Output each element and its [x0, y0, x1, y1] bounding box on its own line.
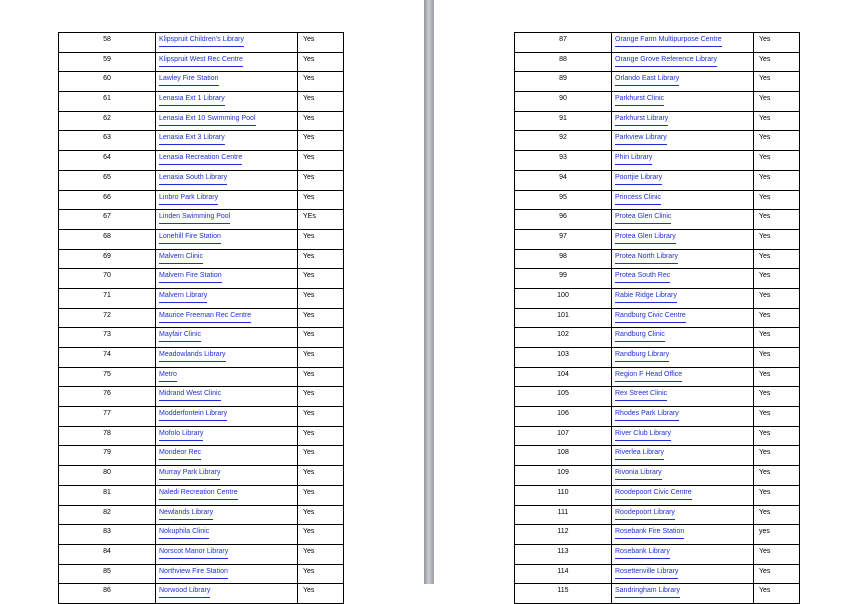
row-number: 96 — [515, 210, 612, 230]
facility-cell — [612, 564, 754, 584]
facility-cell — [612, 170, 754, 190]
status-value: Yes — [754, 111, 800, 131]
facility-cell — [612, 72, 754, 92]
facility-cell — [612, 387, 754, 407]
table-row — [515, 466, 800, 486]
facility-table-body — [59, 33, 344, 604]
status-value: Yes — [298, 446, 344, 466]
table-row — [515, 92, 800, 112]
facility-link[interactable]: Orange Farm Multipurpose Centre — [615, 35, 722, 47]
facility-cell — [156, 407, 298, 427]
row-number: 72 — [59, 308, 156, 328]
status-value: Yes — [298, 308, 344, 328]
facility-cell — [612, 584, 754, 604]
status-value: Yes — [754, 584, 800, 604]
table-row — [59, 328, 344, 348]
facility-cell — [612, 367, 754, 387]
table-row — [515, 407, 800, 427]
row-number: 101 — [515, 308, 612, 328]
row-number: 65 — [59, 170, 156, 190]
row-number: 91 — [515, 111, 612, 131]
row-number: 115 — [515, 584, 612, 604]
facility-link[interactable]: Lonehill Fire Station — [159, 232, 221, 244]
facility-link[interactable]: Protea Glen Library — [615, 232, 676, 244]
status-value: Yes — [754, 564, 800, 584]
facility-link[interactable]: Princess Clinic — [615, 193, 661, 205]
status-value: Yes — [754, 151, 800, 171]
status-value: Yes — [298, 92, 344, 112]
row-number: 109 — [515, 466, 612, 486]
row-number: 94 — [515, 170, 612, 190]
table-row — [59, 426, 344, 446]
status-value: Yes — [754, 131, 800, 151]
status-value: Yes — [298, 249, 344, 269]
facility-link[interactable]: Nokuphila Clinic — [159, 527, 209, 539]
facility-link[interactable]: Randburg Clinic — [615, 330, 665, 342]
status-value: Yes — [298, 151, 344, 171]
row-number: 68 — [59, 229, 156, 249]
facility-cell — [612, 288, 754, 308]
facility-link[interactable]: Linbro Park Library — [159, 193, 218, 205]
status-value: Yes — [298, 348, 344, 368]
facility-cell — [612, 111, 754, 131]
status-value: Yes — [298, 269, 344, 289]
facility-link[interactable]: Meadowlands Library — [159, 350, 226, 362]
facility-link[interactable]: Rabie Ridge Library — [615, 291, 677, 303]
row-number: 105 — [515, 387, 612, 407]
facility-cell — [612, 229, 754, 249]
row-number: 70 — [59, 269, 156, 289]
table-row — [59, 367, 344, 387]
facility-link[interactable]: Protea North Library — [615, 252, 678, 264]
status-value: Yes — [298, 328, 344, 348]
facility-link[interactable]: Murray Park Library — [159, 468, 220, 480]
row-number: 113 — [515, 544, 612, 564]
row-number: 99 — [515, 269, 612, 289]
table-row — [515, 210, 800, 230]
table-row — [59, 52, 344, 72]
facility-cell — [156, 33, 298, 53]
table-row — [59, 72, 344, 92]
facility-cell — [156, 367, 298, 387]
facility-cell — [156, 426, 298, 446]
table-row — [515, 525, 800, 545]
status-value: Yes — [754, 269, 800, 289]
status-value: yes — [754, 525, 800, 545]
row-number: 97 — [515, 229, 612, 249]
facility-link[interactable]: Modderfontein Library — [159, 409, 227, 421]
table-row — [515, 367, 800, 387]
row-number: 86 — [59, 584, 156, 604]
status-value: Yes — [298, 229, 344, 249]
facility-cell — [612, 466, 754, 486]
status-value: Yes — [298, 170, 344, 190]
row-number: 59 — [59, 52, 156, 72]
row-number: 90 — [515, 92, 612, 112]
facility-link[interactable]: Malvern Library — [159, 291, 207, 303]
table-row — [59, 151, 344, 171]
row-number: 111 — [515, 505, 612, 525]
row-number: 63 — [59, 131, 156, 151]
facility-table-right — [514, 32, 800, 604]
facility-cell — [612, 269, 754, 289]
facility-cell — [156, 269, 298, 289]
row-number: 66 — [59, 190, 156, 210]
facility-link[interactable]: River Club Library — [615, 429, 671, 441]
table-row — [515, 348, 800, 368]
status-value: Yes — [298, 544, 344, 564]
facility-link[interactable]: Orlando East Library — [615, 74, 679, 86]
table-row — [59, 229, 344, 249]
facility-cell — [156, 466, 298, 486]
table-row — [515, 485, 800, 505]
facility-cell — [156, 387, 298, 407]
status-value: Yes — [754, 544, 800, 564]
table-row — [515, 288, 800, 308]
facility-cell — [156, 111, 298, 131]
document-page-left — [0, 0, 424, 595]
row-number: 89 — [515, 72, 612, 92]
table-row — [515, 584, 800, 604]
table-row — [515, 52, 800, 72]
facility-link[interactable]: Lenasia Ext 3 Library — [159, 133, 225, 145]
status-value: Yes — [754, 485, 800, 505]
facility-link[interactable]: Naledi Recreation Centre — [159, 488, 238, 500]
facility-cell — [612, 92, 754, 112]
facility-cell — [156, 72, 298, 92]
row-number: 60 — [59, 72, 156, 92]
table-row — [59, 525, 344, 545]
facility-cell — [612, 52, 754, 72]
status-value: Yes — [754, 249, 800, 269]
facility-link[interactable]: Norwood Library — [159, 586, 210, 598]
facility-link[interactable]: Rosebank Library — [615, 547, 670, 559]
table-row — [515, 269, 800, 289]
facility-cell — [612, 485, 754, 505]
row-number: 88 — [515, 52, 612, 72]
row-number: 71 — [59, 288, 156, 308]
facility-cell — [156, 308, 298, 328]
facility-link[interactable]: Orange Grove Reference Library — [615, 55, 717, 67]
facility-link[interactable]: Metro — [159, 370, 177, 382]
status-value: Yes — [298, 190, 344, 210]
row-number: 82 — [59, 505, 156, 525]
table-row — [59, 466, 344, 486]
row-number: 104 — [515, 367, 612, 387]
row-number: 100 — [515, 288, 612, 308]
facility-link[interactable]: Protea Glen Clinic — [615, 212, 671, 224]
table-row — [59, 269, 344, 289]
row-number: 107 — [515, 426, 612, 446]
facility-link[interactable]: Linden Swimming Pool — [159, 212, 230, 224]
row-number: 112 — [515, 525, 612, 545]
facility-link[interactable]: Phiri Library — [615, 153, 652, 165]
table-row — [59, 288, 344, 308]
facility-link[interactable]: Rivonia Library — [615, 468, 662, 480]
facility-cell — [612, 407, 754, 427]
facility-cell — [156, 485, 298, 505]
facility-link[interactable]: Protea South Rec — [615, 271, 670, 283]
status-value: Yes — [754, 229, 800, 249]
facility-cell — [612, 525, 754, 545]
row-number: 73 — [59, 328, 156, 348]
table-row — [59, 249, 344, 269]
facility-link[interactable]: Parkhurst Library — [615, 114, 668, 126]
facility-cell — [156, 92, 298, 112]
row-number: 64 — [59, 151, 156, 171]
facility-link[interactable]: Malvern Fire Station — [159, 271, 222, 283]
facility-cell — [612, 308, 754, 328]
table-row — [59, 505, 344, 525]
facility-link[interactable]: Parkhurst Clinic — [615, 94, 664, 106]
facility-link[interactable]: Lenasia Ext 1 Library — [159, 94, 225, 106]
facility-link[interactable]: Roodepoort Civic Centre — [615, 488, 692, 500]
status-value: Yes — [754, 288, 800, 308]
facility-link[interactable]: Rosettenville Library — [615, 567, 678, 579]
table-row — [515, 505, 800, 525]
table-row — [59, 33, 344, 53]
facility-cell — [612, 544, 754, 564]
status-value: Yes — [754, 33, 800, 53]
facility-link[interactable]: Mayfair Clinic — [159, 330, 201, 342]
status-value: Yes — [754, 92, 800, 112]
facility-link[interactable]: Klipspruit Children's Library — [159, 35, 244, 47]
table-row — [59, 210, 344, 230]
status-value: Yes — [754, 308, 800, 328]
table-row — [515, 426, 800, 446]
row-number: 80 — [59, 466, 156, 486]
facility-link[interactable]: Poortjie Library — [615, 173, 662, 185]
table-row — [515, 190, 800, 210]
facility-cell — [156, 288, 298, 308]
table-row — [59, 584, 344, 604]
facility-cell — [156, 210, 298, 230]
status-value: Yes — [754, 52, 800, 72]
facility-cell — [612, 446, 754, 466]
facility-cell — [156, 525, 298, 545]
status-value: Yes — [298, 525, 344, 545]
status-value: Yes — [754, 466, 800, 486]
facility-link[interactable]: Maurice Freeman Rec Centre — [159, 311, 251, 323]
status-value: Yes — [298, 485, 344, 505]
facility-cell — [156, 229, 298, 249]
facility-cell — [156, 249, 298, 269]
table-row — [515, 111, 800, 131]
row-number: 106 — [515, 407, 612, 427]
row-number: 93 — [515, 151, 612, 171]
row-number: 74 — [59, 348, 156, 368]
status-value: Yes — [298, 564, 344, 584]
facility-link[interactable]: Malvern Clinic — [159, 252, 203, 264]
facility-link[interactable]: Rhodes Park Library — [615, 409, 679, 421]
facility-cell — [612, 249, 754, 269]
facility-link[interactable]: Lenasia Recreation Centre — [159, 153, 242, 165]
row-number: 103 — [515, 348, 612, 368]
table-row — [515, 72, 800, 92]
facility-table-body — [515, 33, 800, 604]
status-value: Yes — [298, 387, 344, 407]
facility-cell — [612, 505, 754, 525]
row-number: 61 — [59, 92, 156, 112]
status-value: Yes — [754, 72, 800, 92]
table-row — [59, 111, 344, 131]
row-number: 75 — [59, 367, 156, 387]
table-row — [515, 387, 800, 407]
table-row — [59, 407, 344, 427]
status-value: Yes — [754, 328, 800, 348]
table-row — [515, 564, 800, 584]
facility-link[interactable]: Region F Head Office — [615, 370, 682, 382]
facility-link[interactable]: Randburg Civic Centre — [615, 311, 686, 323]
facility-cell — [156, 446, 298, 466]
facility-cell — [612, 348, 754, 368]
table-row — [59, 485, 344, 505]
status-value: Yes — [754, 348, 800, 368]
facility-cell — [156, 564, 298, 584]
facility-cell — [156, 505, 298, 525]
status-value: Yes — [754, 407, 800, 427]
facility-cell — [612, 210, 754, 230]
status-value: Yes — [754, 190, 800, 210]
row-number: 84 — [59, 544, 156, 564]
facility-link[interactable]: Newlands Library — [159, 508, 213, 520]
table-row — [59, 348, 344, 368]
status-value: Yes — [298, 367, 344, 387]
row-number: 62 — [59, 111, 156, 131]
status-value: YEs — [298, 210, 344, 230]
facility-cell — [156, 170, 298, 190]
facility-cell — [612, 151, 754, 171]
facility-link[interactable]: Lenasia Ext 10 Swimming Pool — [159, 114, 256, 126]
table-row — [515, 151, 800, 171]
table-row — [59, 308, 344, 328]
status-value: Yes — [298, 426, 344, 446]
row-number: 69 — [59, 249, 156, 269]
facility-cell — [612, 426, 754, 446]
row-number: 67 — [59, 210, 156, 230]
facility-cell — [156, 52, 298, 72]
status-value: Yes — [754, 426, 800, 446]
facility-cell — [156, 348, 298, 368]
facility-link[interactable]: Roodepoort Library — [615, 508, 675, 520]
row-number: 77 — [59, 407, 156, 427]
facility-link[interactable]: Rosebank Fire Station — [615, 527, 684, 539]
table-row — [59, 446, 344, 466]
facility-link[interactable]: Norscot Manor Library — [159, 547, 228, 559]
facility-link[interactable]: Rex Street Clinic — [615, 389, 667, 401]
facility-table-left — [58, 32, 344, 604]
row-number: 92 — [515, 131, 612, 151]
row-number: 95 — [515, 190, 612, 210]
facility-cell — [156, 190, 298, 210]
row-number: 85 — [59, 564, 156, 584]
table-row — [515, 170, 800, 190]
status-value: Yes — [298, 466, 344, 486]
table-row — [515, 131, 800, 151]
facility-cell — [156, 584, 298, 604]
table-row — [59, 92, 344, 112]
document-page-right — [434, 0, 861, 595]
facility-link[interactable]: Midrand West Clinic — [159, 389, 221, 401]
status-value: Yes — [754, 446, 800, 466]
status-value: Yes — [754, 210, 800, 230]
status-value: Yes — [298, 288, 344, 308]
row-number: 87 — [515, 33, 612, 53]
facility-link[interactable]: Mofolo Library — [159, 429, 203, 441]
facility-link[interactable]: Lenasia South Library — [159, 173, 227, 185]
status-value: Yes — [298, 33, 344, 53]
facility-link[interactable]: Randburg Library — [615, 350, 669, 362]
table-row — [59, 564, 344, 584]
status-value: Yes — [298, 111, 344, 131]
status-value: Yes — [298, 505, 344, 525]
row-number: 79 — [59, 446, 156, 466]
facility-link[interactable]: Northview Fire Station — [159, 567, 228, 579]
row-number: 102 — [515, 328, 612, 348]
facility-cell — [156, 328, 298, 348]
table-row — [515, 446, 800, 466]
row-number: 83 — [59, 525, 156, 545]
facility-cell — [156, 151, 298, 171]
table-row — [515, 544, 800, 564]
table-row — [515, 328, 800, 348]
status-value: Yes — [754, 170, 800, 190]
facility-cell — [156, 131, 298, 151]
table-row — [59, 387, 344, 407]
table-row — [515, 33, 800, 53]
status-value: Yes — [298, 131, 344, 151]
facility-link[interactable]: Lawley Fire Station — [159, 74, 219, 86]
row-number: 81 — [59, 485, 156, 505]
facility-link[interactable]: Mondeor Rec — [159, 448, 201, 460]
facility-link[interactable]: Parkview Library — [615, 133, 667, 145]
facility-link[interactable]: Klipspruit West Rec Centre — [159, 55, 243, 67]
facility-cell — [612, 328, 754, 348]
facility-cell — [156, 544, 298, 564]
facility-link[interactable]: Riverlea Library — [615, 448, 664, 460]
status-value: Yes — [298, 407, 344, 427]
page-gutter — [424, 0, 434, 584]
table-row — [59, 190, 344, 210]
table-row — [515, 249, 800, 269]
status-value: Yes — [754, 505, 800, 525]
facility-cell — [612, 190, 754, 210]
table-row — [59, 131, 344, 151]
status-value: Yes — [754, 387, 800, 407]
table-row — [59, 170, 344, 190]
row-number: 58 — [59, 33, 156, 53]
facility-cell — [612, 131, 754, 151]
status-value: Yes — [298, 584, 344, 604]
status-value: Yes — [754, 367, 800, 387]
table-row — [515, 229, 800, 249]
row-number: 110 — [515, 485, 612, 505]
row-number: 76 — [59, 387, 156, 407]
table-row — [515, 308, 800, 328]
row-number: 98 — [515, 249, 612, 269]
status-value: Yes — [298, 72, 344, 92]
row-number: 108 — [515, 446, 612, 466]
row-number: 114 — [515, 564, 612, 584]
row-number: 78 — [59, 426, 156, 446]
facility-cell — [612, 33, 754, 53]
facility-link[interactable]: Sandringham Library — [615, 586, 680, 598]
status-value: Yes — [298, 52, 344, 72]
table-row — [59, 544, 344, 564]
